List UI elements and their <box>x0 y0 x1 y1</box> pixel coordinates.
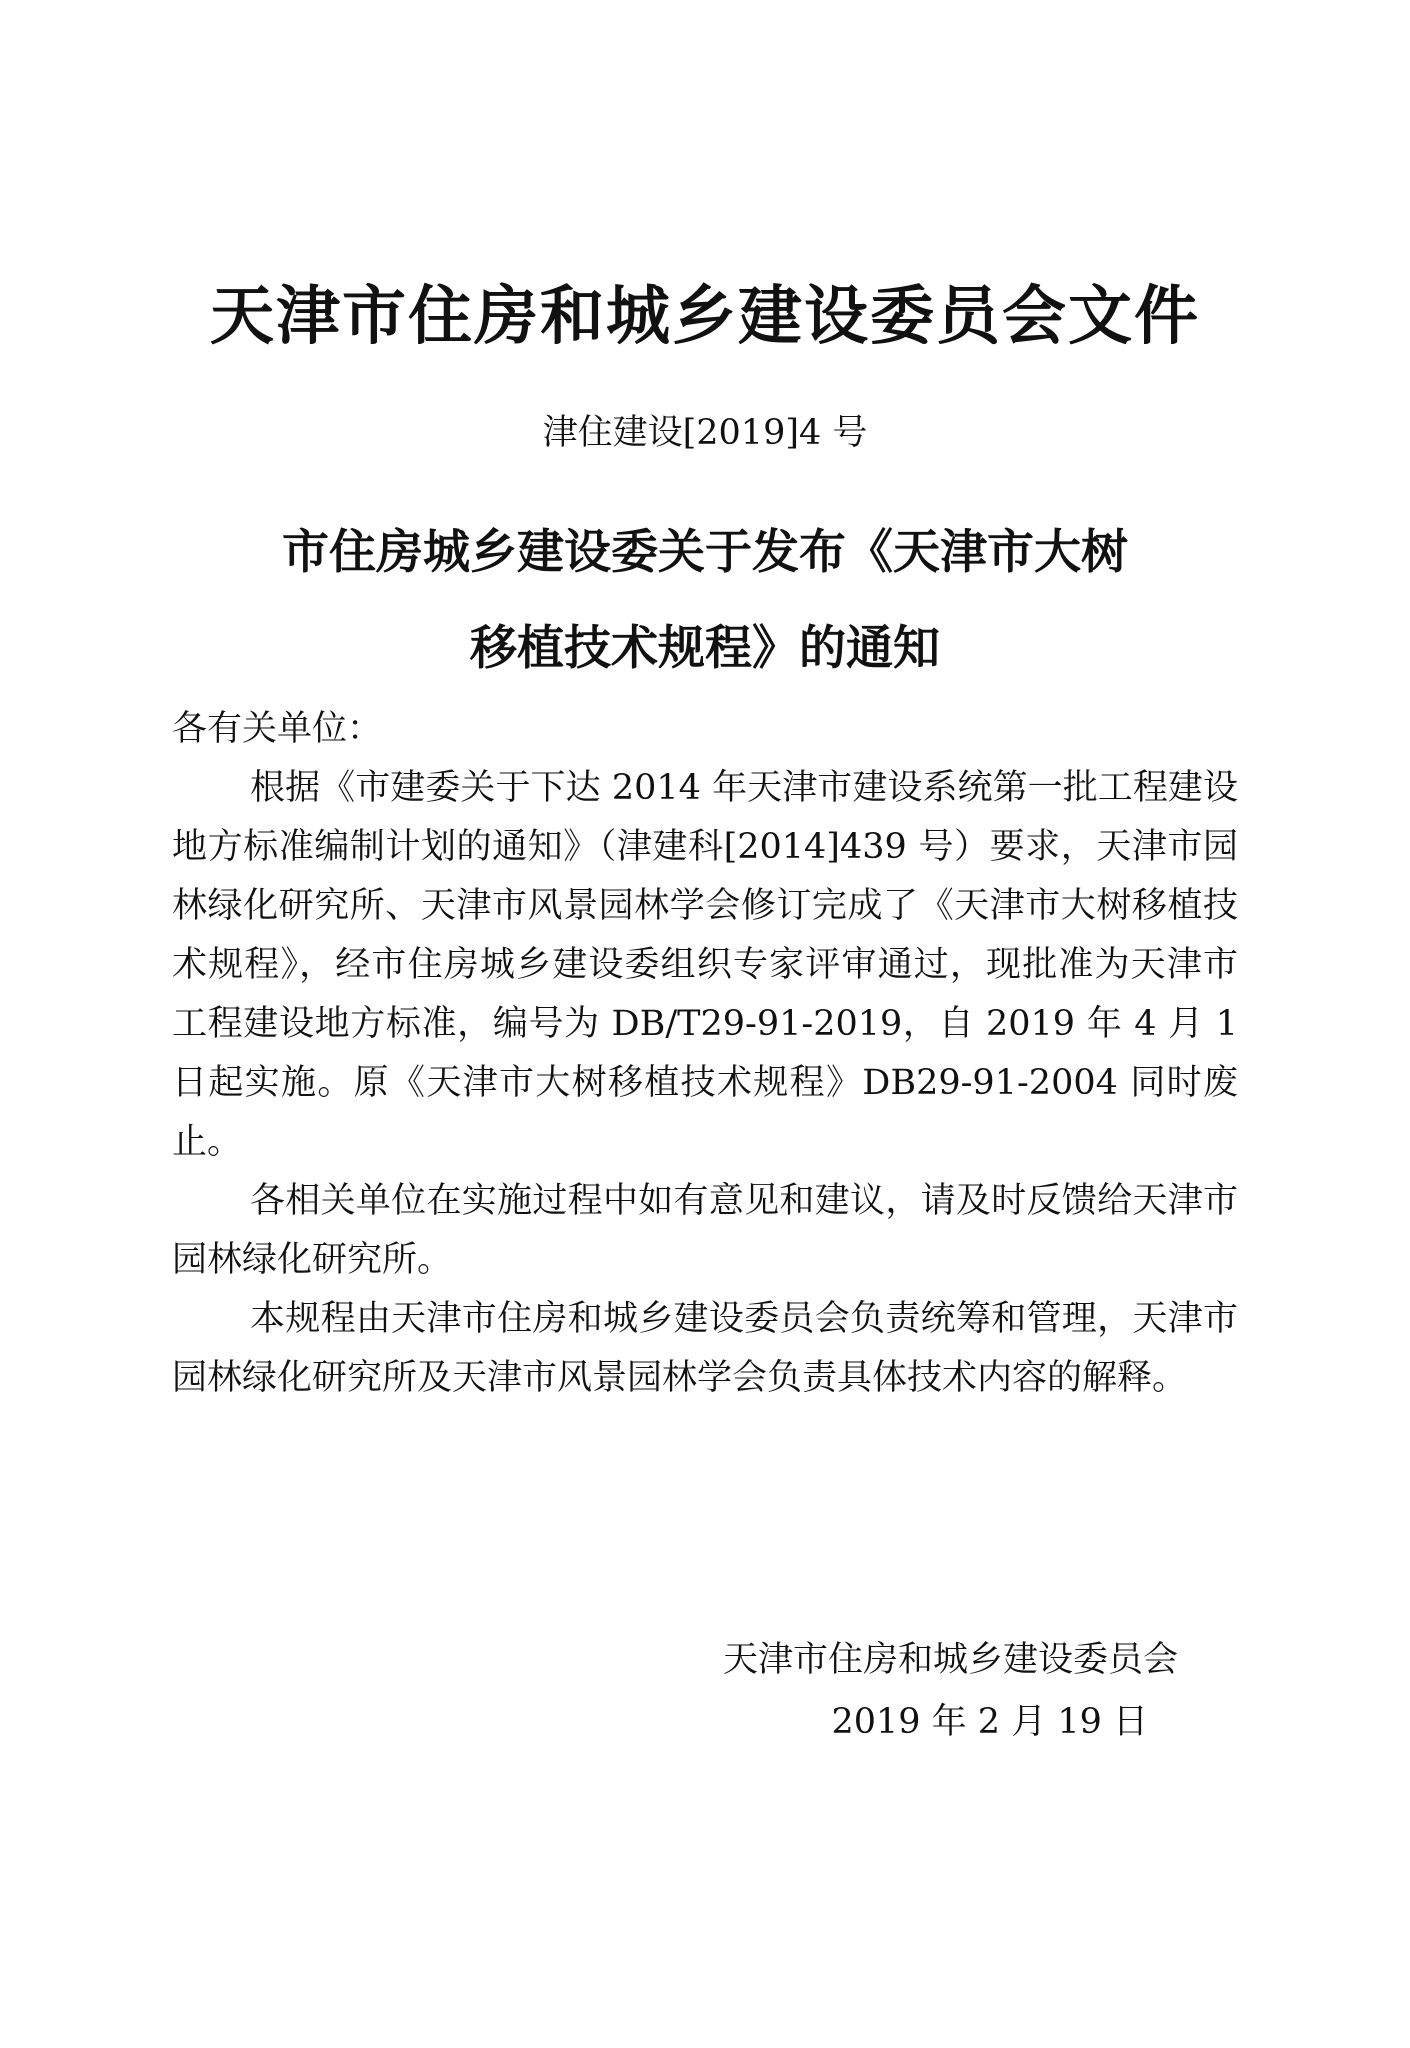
signature-date: 2019 年 2 月 19 日 <box>831 1702 1148 1742</box>
notice-title-line-1: 市住房城乡建设委关于发布《天津市大树 <box>282 525 1128 580</box>
document-number: 津住建设[2019]4 号 <box>542 413 868 453</box>
body-paragraph-3: 本规程由天津市住房和城乡建设委员会负责统筹和管理，天津市园林绿化研究所及天津市风景园林学会负责具体技术内容的解释。 <box>172 1299 1238 1398</box>
document-header-title: 天津市住房和城乡建设委员会文件 <box>210 279 1200 354</box>
notice-body <box>172 700 1238 1408</box>
notice-title <box>0 505 1410 697</box>
body-paragraph-2: 各相关单位在实施过程中如有意见和建议，请及时反馈给天津市园林绿化研究所。 <box>172 1181 1238 1280</box>
salutation: 各有关单位： <box>172 709 383 749</box>
signature-organization: 天津市住房和城乡建设委员会 <box>722 1640 1178 1680</box>
body-paragraph-1: 根据《市建委关于下达 2014 年天津市建设系统第一批工程建设地方标准编制计划的通知》（津建科[2014]439 号）要求，天津市园林绿化研究所、天津市风景园林学会修订完成了《天津市大树移植技术规程》，经市住房城乡建设委组织专家评审通过，现批准为天津市工程建设地方标准，编号为 DB/T29-91-2019，自 2019 年 4 月 1 日起实施。原《天津市大树移植技术规程》DB29-91-2004 同时废止。 <box>172 768 1238 1162</box>
notice-title-line-2: 移植技术规程》的通知 <box>470 621 940 676</box>
